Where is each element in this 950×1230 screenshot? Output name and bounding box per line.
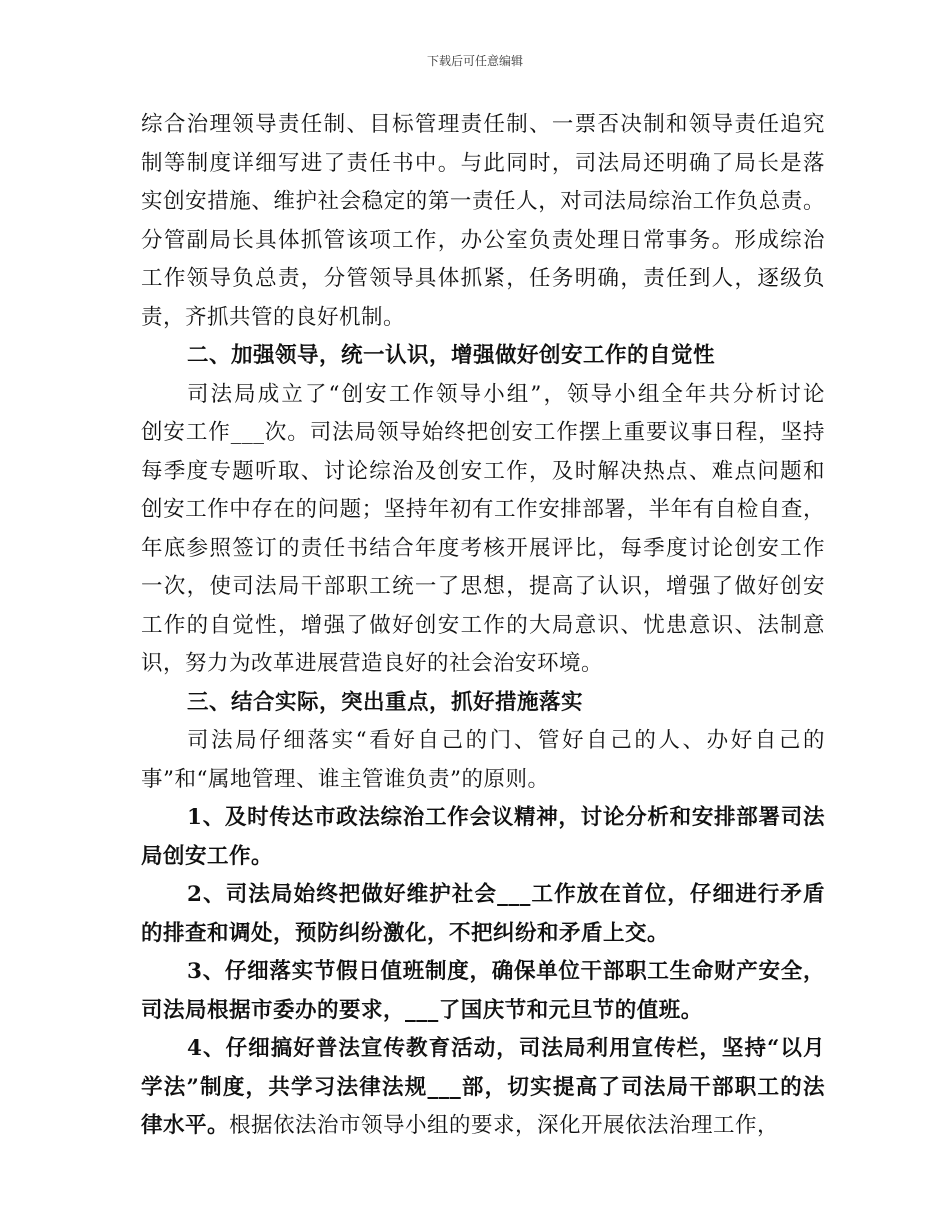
text-line: 创安工作___次。司法局领导始终把创安工作摆上重要议事日程，坚持 [141, 420, 825, 445]
text-line: 责，齐抓共管的良好机制。 [141, 304, 406, 330]
text-line: 制等制度详细写进了责任书中。与此同时，司法局还明确了局长是落 [141, 150, 825, 176]
list-item-line: 司法局根据市委办的要求，___了国庆节和元旦节的值班。 [141, 997, 703, 1023]
text-line: 年底参照签订的责任书结合年度考核开展评比，每季度讨论创安工作 [141, 535, 825, 561]
text-line: 一次，使司法局干部职工统一了思想，提高了认识，增强了做好创安 [141, 574, 825, 599]
text-line: 司法局仔细落实“看好自己的门、管好自己的人、办好自己的 [187, 728, 825, 753]
document-body [141, 106, 825, 1146]
list-item-line: 学法”制度，共学习法律法规___部，切实提高了司法局干部职工的法 [141, 1074, 825, 1100]
text-line: 工作领导负总责，分管领导具体抓紧，任务明确，责任到人，逐级负 [141, 266, 825, 291]
bold-fragment: 律水平。 [141, 1113, 230, 1138]
list-item-line: 3、仔细落实节假日值班制度，确保单位干部职工生命财产安全， [187, 959, 825, 984]
text-line: 分管副局长具体抓管该项工作，办公室负责处理日常事务。形成综治 [141, 227, 825, 253]
list-item-line: 2、司法局始终把做好维护社会___工作放在首位，仔细进行矛盾 [187, 882, 825, 907]
section-heading: 三、结合实际，突出重点，抓好措施落实 [187, 689, 584, 715]
text-line: 司法局成立了“创安工作领导小组”，领导小组全年共分析讨论 [187, 381, 825, 407]
text-line-mixed [141, 1107, 825, 1146]
list-item-line: 的排查和调处，预防纠纷激化，不把纠纷和矛盾上交。 [141, 920, 670, 946]
page-header: 下载后可任意编辑 [426, 54, 523, 68]
text-line: 事”和“属地管理、谁主管谁负责”的原则。 [141, 766, 550, 792]
text-line: 识，努力为改革进展营造良好的社会治安环境。 [141, 651, 604, 676]
list-item-line: 1、及时传达市政法综治工作会议精神，讨论分析和安排部署司法 [187, 805, 825, 830]
text-line: 实创安措施、维护社会稳定的第一责任人，对司法局综治工作负总责。 [141, 189, 825, 214]
text-line: 每季度专题听取、讨论综治及创安工作，及时解决热点、难点问题和 [141, 458, 825, 484]
text-line: 创安工作中存在的问题；坚持年初有工作安排部署，半年有自检自查， [141, 497, 825, 522]
text-line: 综合治理领导责任制、目标管理责任制、一票否决制和领导责任追究 [141, 112, 825, 137]
section-heading: 二、加强领导，统一认识，增强做好创安工作的自觉性 [187, 343, 716, 368]
text-line: 工作的自觉性，增强了做好创安工作的大局意识、忧患意识、法制意 [141, 612, 825, 638]
normal-fragment: 根据依法治市领导小组的要求，深化开展依法治理工作， [229, 1113, 780, 1138]
list-item-line: 局创安工作。 [141, 843, 274, 869]
list-item-line: 4、仔细搞好普法宣传教育活动，司法局利用宣传栏，坚持“以月 [187, 1036, 825, 1061]
